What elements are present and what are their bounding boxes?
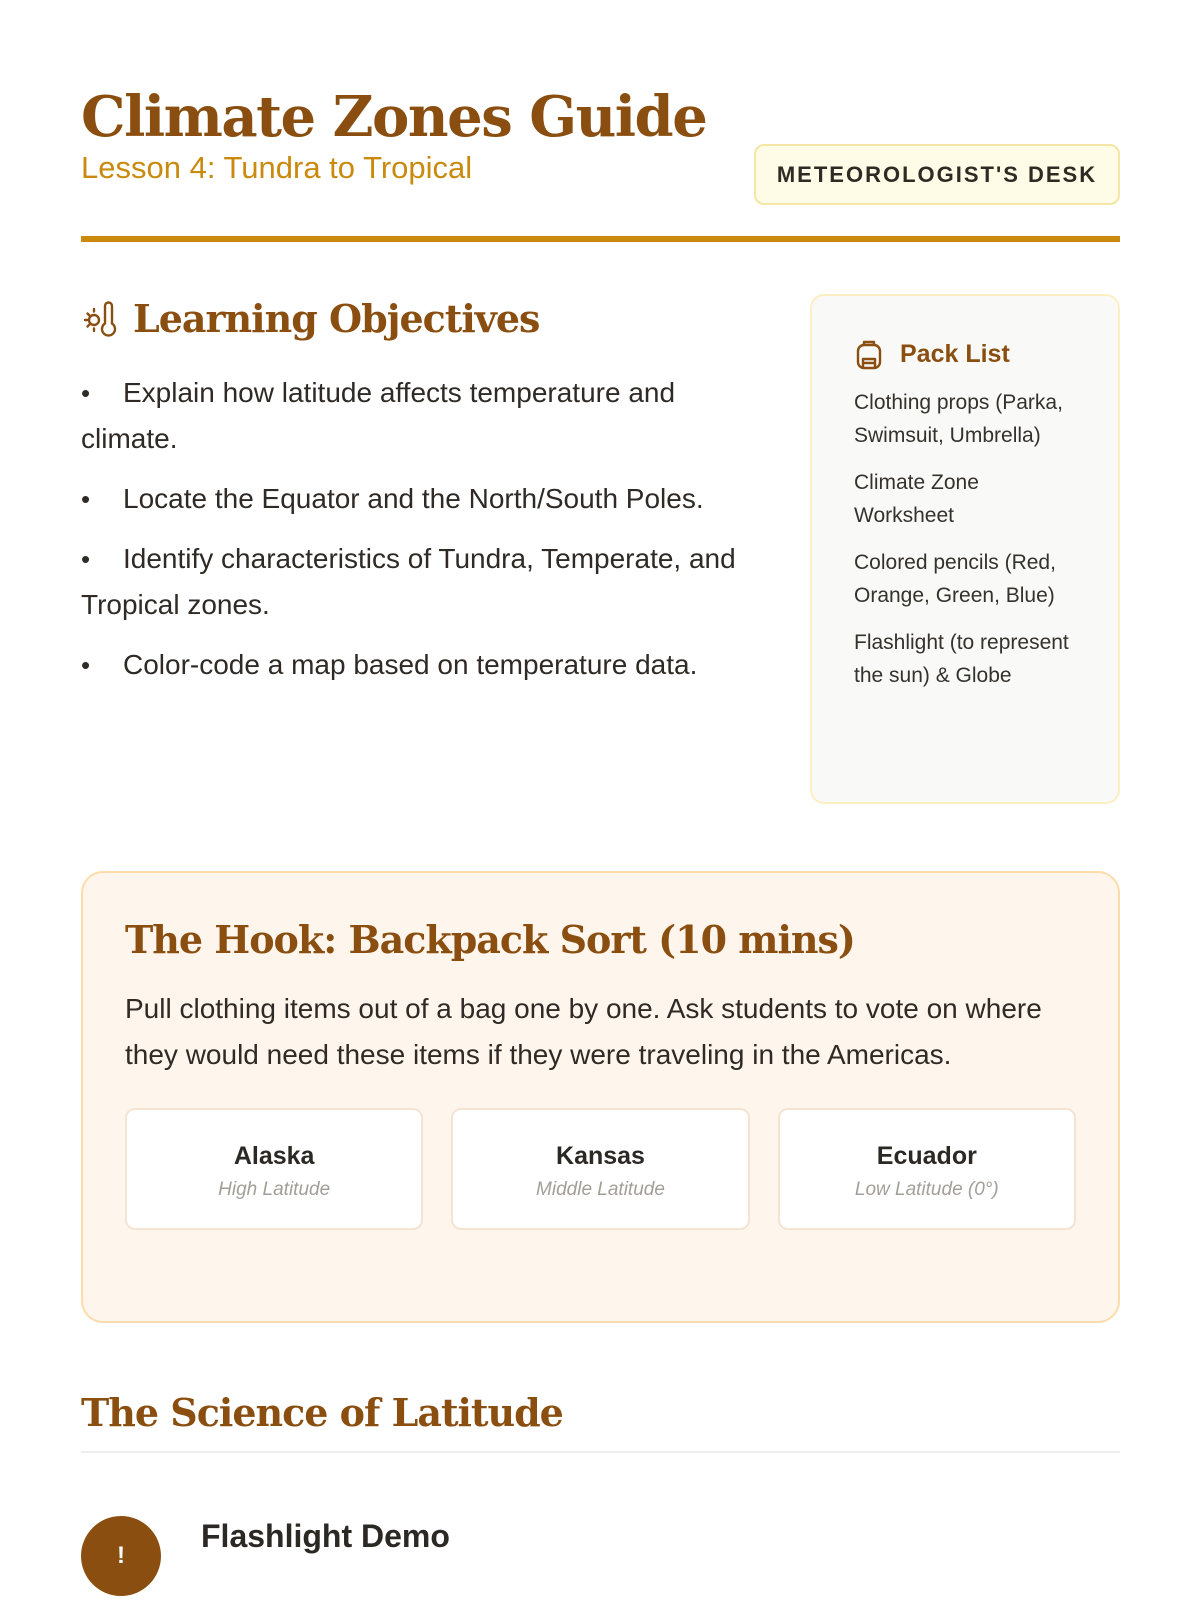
list-item: • Identify characteristics of Tundra, Temperate, and Tropical zones. [81, 536, 761, 628]
list-item: Clothing props (Parka, Swimsuit, Umbrella) [854, 391, 1063, 447]
objectives-title: Learning Objectives [133, 296, 540, 341]
location-name: Alaska [233, 1142, 315, 1170]
pack-list-heading [854, 338, 1078, 370]
step-marker: ! [81, 1516, 161, 1596]
hook-title: The Hook: Backpack Sort (10 mins) [125, 917, 855, 962]
page-header [81, 80, 1120, 242]
location-name: Ecuador [876, 1142, 977, 1170]
location-latitude: High Latitude [218, 1179, 331, 1200]
location-card-kansas [451, 1108, 749, 1230]
list-item: • Color-code a map based on temperature data. [81, 642, 761, 688]
list-item: Flashlight (to represent the sun) & Globe [854, 631, 1069, 687]
pack-list-card [810, 294, 1120, 804]
list-item: • Locate the Equator and the North/South Poles. [81, 476, 761, 522]
page-title: Climate Zones Guide [81, 84, 707, 150]
location-card-ecuador [778, 1108, 1076, 1230]
location-latitude: Middle Latitude [536, 1179, 665, 1200]
list-item: Climate Zone Worksheet [854, 471, 979, 527]
sun-thermometer-icon [81, 299, 121, 339]
objectives-heading [81, 296, 539, 341]
list-item: • Explain how latitude affects temperature and climate. [81, 370, 761, 462]
pack-list-title: Pack List [900, 339, 1010, 368]
desk-badge: METEOROLOGIST'S DESK [754, 144, 1120, 205]
hook-section [81, 871, 1120, 1323]
lesson-subtitle: Lesson 4: Tundra to Tropical [81, 150, 473, 185]
step-title: Flashlight Demo [201, 1518, 450, 1554]
location-name: Kansas [556, 1142, 645, 1170]
objectives-list [81, 370, 761, 702]
backpack-icon [854, 338, 884, 370]
location-cards [125, 1108, 1076, 1230]
location-latitude: Low Latitude (0°) [854, 1179, 999, 1200]
hook-description: Pull clothing items out of a bag one by one. Ask students to vote on where they would need these items if they were traveling in the Americas. [125, 993, 1042, 1070]
location-card-alaska [125, 1108, 423, 1230]
list-item: Colored pencils (Red, Orange, Green, Blue) [854, 551, 1056, 607]
science-heading: The Science of Latitude [81, 1390, 1120, 1453]
